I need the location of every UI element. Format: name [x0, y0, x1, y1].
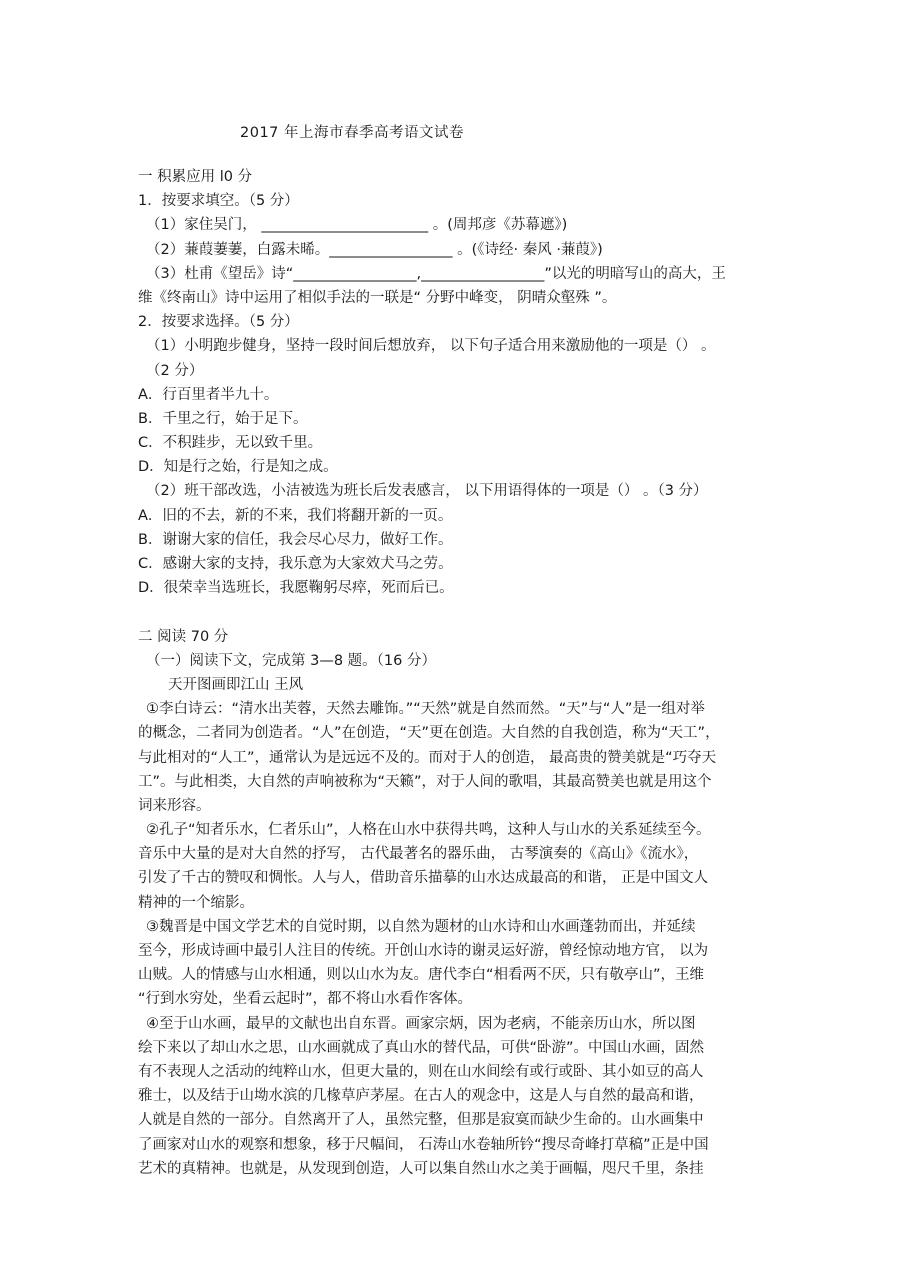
paragraph-line: ④至于山水画，最早的文献也出自东晋。画家宗炳，因为老病，不能亲历山水，所以图	[146, 1015, 696, 1032]
paragraph-line: ②孔子“知者乐水，仁者乐山”，人格在山水中获得共鸣，这种人与山水的关系延续至今。	[146, 822, 711, 839]
question-1-item-3-cont: 维《终南山》诗中运用了相似手法的一联是“ 分野中峰变， 阴晴众壑殊 ”。	[138, 289, 617, 306]
paragraph-line: 了画家对山水的观察和想象，移于尺幅间， 石涛山水卷轴所钤“搜尽奇峰打草稿”正是中国	[138, 1136, 709, 1153]
paragraph-line: 的概念，二者同为创造者。“人”在创造，“天”更在创造。大自然的自我创造，称为“天工”，	[138, 725, 720, 742]
option-b: B．谢谢大家的信任，我会尽心尽力，做好工作。	[138, 531, 453, 548]
document-body	[138, 165, 778, 1181]
section-heading-2: 二 阅读 70 分	[138, 628, 229, 645]
paragraph-line: 绘下来以了却山水之思，山水画就成了真山水的替代品，可供“卧游”。中国山水画，固然	[138, 1039, 705, 1056]
question-1-item-2: （2）蒹葭萋萋，白露未晞。_________________ 。(《诗经· 秦风 ·蒹葭》)	[146, 241, 603, 258]
option-b: B．千里之行，始于足下。	[138, 410, 308, 427]
question-1-item-1: （1）家住吴门， _______________________ 。(周邦彦《苏幕遮》)	[146, 217, 568, 234]
option-d: D．很荣幸当选班长，我愿鞠躬尽瘁，死而后已。	[138, 580, 454, 597]
section-heading-1: 一 积累应用 l0 分	[138, 169, 253, 185]
paragraph-line: “行到水穷处，坐看云起时”，都不将山水看作客体。	[138, 991, 473, 1008]
paragraph-line: 引发了千古的赞叹和惆怅。人与人，借助音乐描摹的山水达成最高的和谐， 正是中国文人	[138, 870, 709, 887]
option-c: C．不积跬步，无以致千里。	[138, 435, 323, 452]
reading-instructions: （一）阅读下文，完成第 3—8 题。（16 分）	[146, 652, 436, 669]
paragraph-line: 雅士，以及结于山坳水滨的几椽草庐茅屋。在古人的观念中，这是人与自然的最高和谐，	[138, 1088, 704, 1105]
paragraph-line: 至今，形成诗画中最引人注目的传统。开创山水诗的谢灵运好游，曾经惊动地方官， 以为	[138, 943, 709, 959]
paragraph-line: 音乐中大量的是对大自然的抒写， 古代最著名的器乐曲， 古琴演奏的《高山》《流水》，	[138, 846, 699, 863]
paragraph-line: 工”。与此相类，大自然的声响被称为“天籁”，对于人间的歌唱，其最高赞美也就是用这个	[138, 773, 712, 790]
paragraph-line: 词来形容。	[138, 797, 211, 814]
blank-line	[138, 600, 778, 624]
paragraph-line: 有不表现人之活动的纯粹山水，但更大量的，则在山水间绘有或行或卧、其小如豆的高人	[138, 1063, 704, 1080]
option-c: C．感谢大家的支持，我乐意为大家效犬马之劳。	[138, 556, 453, 572]
paragraph-line: 艺术的真精神。也就是，从发现到创造，人可以集自然山水之美于画幅，咫尺千里，条挂	[138, 1160, 704, 1177]
question-2-item-1-score: （2 分）	[146, 362, 204, 379]
question-2-heading: 2．按要求选择。（5 分）	[138, 314, 299, 331]
option-a: A．旧的不去，新的不来，我们将翻开新的一页。	[138, 507, 453, 524]
paragraph-line: ①李白诗云：“清水出芙蓉，天然去雕饰。”“天然”就是自然而然。“天”与“人”是一组对举	[146, 701, 705, 718]
question-1-heading: 1．按要求填空。（5 分）	[138, 193, 299, 210]
article-title: 天开图画即江山 王风	[168, 676, 304, 693]
paragraph-line: 精神的一个缩影。	[138, 894, 254, 911]
question-2-item-1: （1）小明跑步健身，坚持一段时间后想放弃， 以下句子适合用来激励他的一项是（） 。	[146, 338, 716, 355]
document-title: 2017 年上海市春季高考语文试卷	[240, 125, 465, 141]
option-d: D．知是行之始，行是知之成。	[138, 459, 338, 476]
paragraph-line: 山贼。人的情感与山水相通，则以山水为友。唐代李白“相看两不厌，只有敬亭山”，王维	[138, 967, 705, 984]
question-1-item-3: （3）杜甫《望岳》诗“_________________,_________________”以光的明暗写山的高大，王	[146, 265, 726, 282]
question-2-item-2: （2）班干部改选，小洁被选为班长后发表感言， 以下用语得体的一项是（） 。（3 分）	[146, 483, 708, 500]
paragraph-line: ③魏晋是中国文学艺术的自觉时期，以自然为题材的山水诗和山水画蓬勃而出，并延续	[146, 918, 696, 935]
paragraph-line: 与此相对的“人工”，通常认为是远远不及的。而对于人的创造， 最高贵的赞美就是“巧夺天	[138, 749, 717, 766]
option-a: A．行百里者半九十。	[138, 386, 279, 403]
paragraph-line: 人就是自然的一部分。自然离开了人，虽然完整，但那是寂寞而缺少生命的。山水画集中	[138, 1112, 704, 1129]
